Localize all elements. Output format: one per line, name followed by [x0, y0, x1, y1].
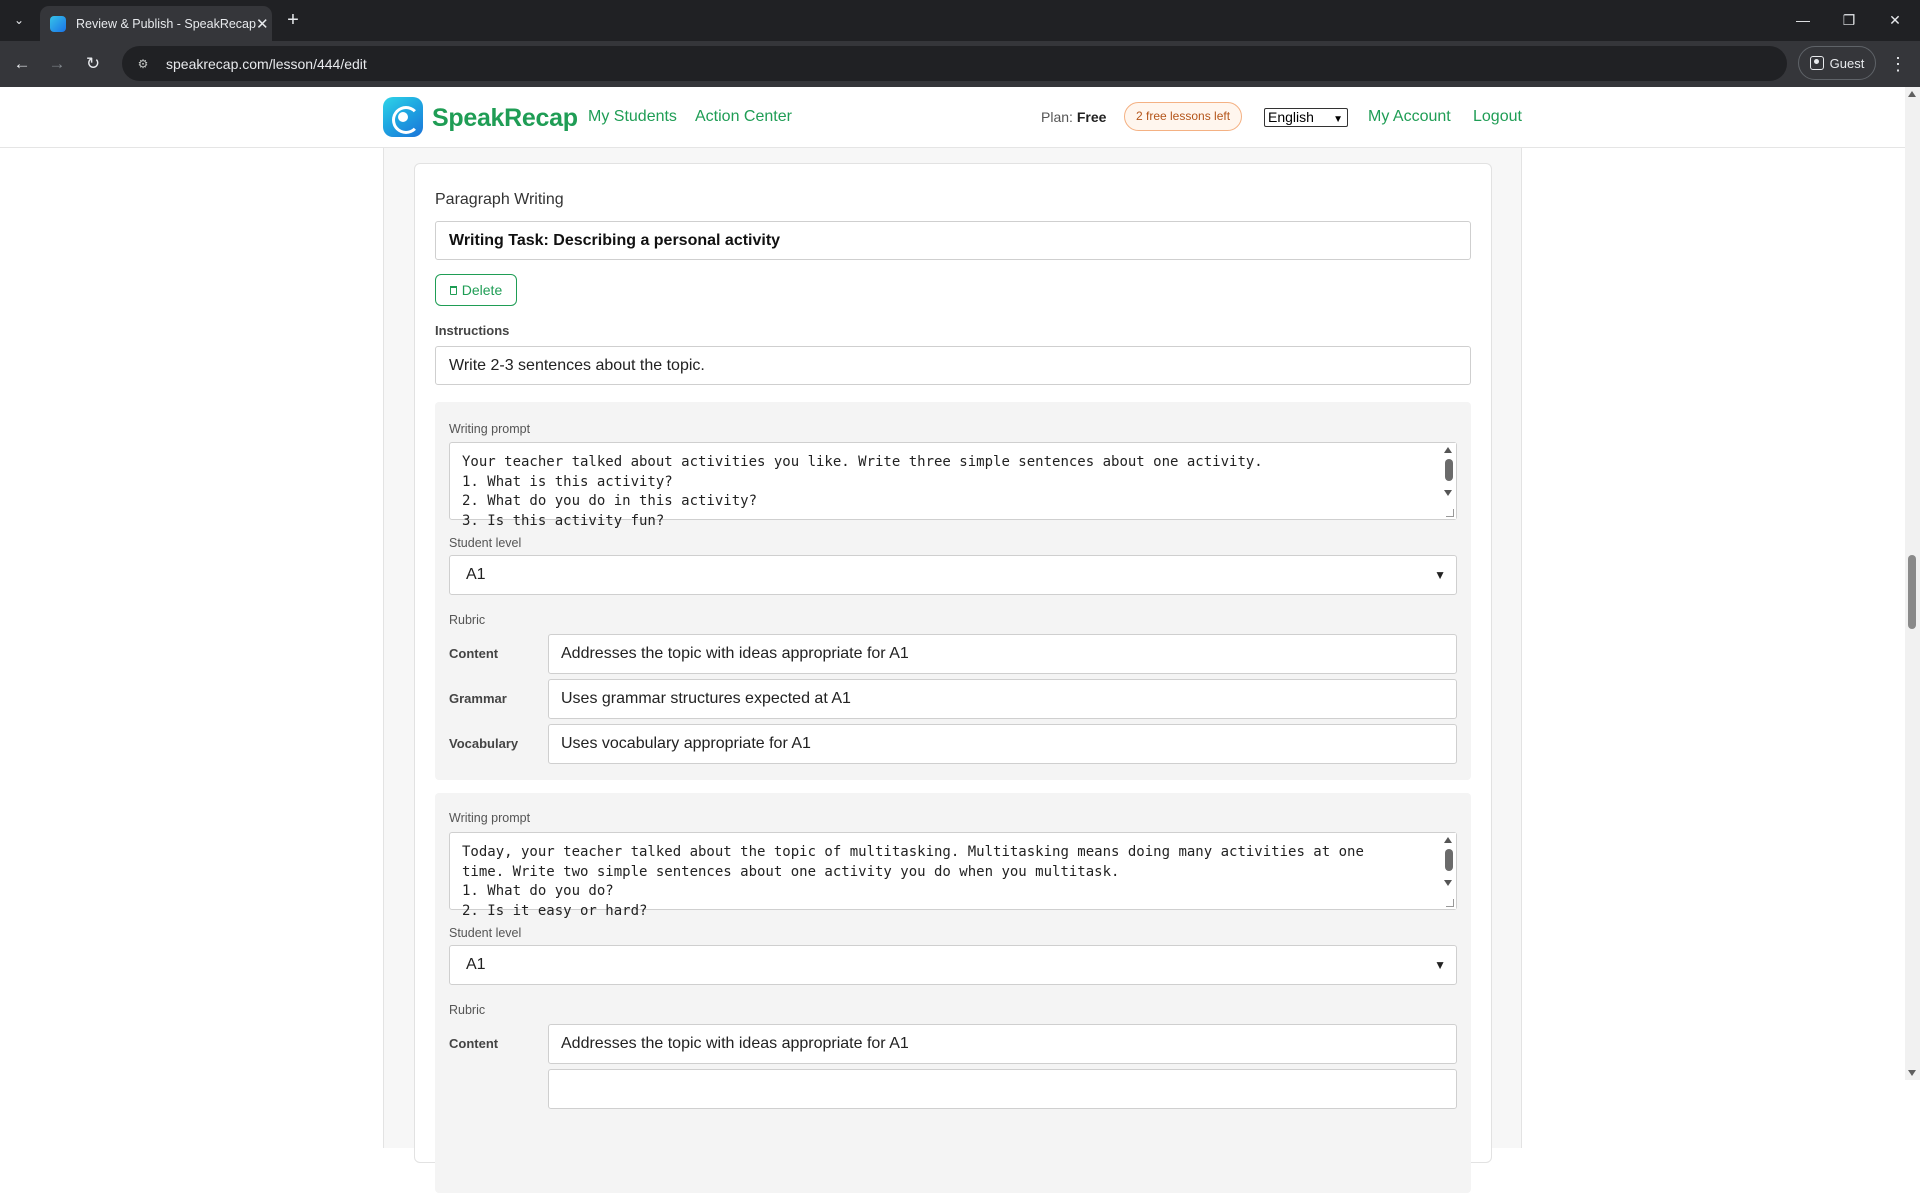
browser-tabstrip [0, 0, 1920, 41]
rubric-vocabulary-input[interactable]: Uses vocabulary appropriate for A1 [548, 724, 1457, 764]
writing-prompt-label: Writing prompt [449, 811, 531, 825]
browser-tab-active[interactable] [40, 6, 272, 41]
tab-title: Review & Publish - SpeakRecap [76, 16, 256, 31]
writing-prompt-textarea[interactable] [449, 442, 1457, 529]
rubric-content-input[interactable]: Addresses the topic with ideas appropriate for A1 [548, 1024, 1457, 1064]
rubric-label: Rubric [449, 613, 486, 627]
instructions-label: Instructions [435, 323, 510, 338]
profile-icon [1810, 56, 1824, 70]
nav-my-students[interactable]: My Students [588, 108, 677, 125]
rubric-content-label: Content [449, 646, 499, 661]
page-viewport [0, 87, 1905, 1080]
rubric-grammar-label: Grammar [449, 691, 507, 706]
language-value: English [1268, 109, 1314, 125]
forward-arrow-icon[interactable]: → [48, 54, 66, 73]
tab-search-chevron-icon[interactable]: ⌄ [13, 13, 25, 27]
plan-value: Free [1076, 109, 1107, 125]
favicon-icon [50, 16, 66, 32]
browser-menu-icon[interactable]: ⋮ [1889, 54, 1907, 74]
delete-label: Delete [461, 282, 503, 298]
delete-button[interactable] [435, 274, 517, 306]
student-level-select[interactable] [449, 555, 1457, 595]
scroll-down-icon[interactable] [1444, 490, 1452, 496]
scroll-down-icon[interactable] [1444, 880, 1452, 886]
url-text[interactable]: speakrecap.com/lesson/444/edit [166, 55, 367, 72]
chevron-down-icon: ▼ [1434, 568, 1446, 582]
back-arrow-icon[interactable]: ← [13, 54, 31, 73]
student-level-label: Student level [449, 926, 522, 940]
page-scroll-thumb[interactable] [1908, 555, 1916, 629]
instructions-input[interactable]: Write 2-3 sentences about the topic. [435, 346, 1471, 385]
chevron-down-icon: ▼ [1434, 958, 1446, 972]
reload-icon[interactable]: ↻ [85, 54, 101, 73]
task-title-input[interactable]: Writing Task: Describing a personal activity [435, 221, 1471, 260]
scroll-thumb[interactable] [1445, 459, 1453, 481]
rubric-content-input[interactable]: Addresses the topic with ideas appropriate for A1 [548, 634, 1457, 674]
student-level-select[interactable] [449, 945, 1457, 985]
writing-prompt-label: Writing prompt [449, 422, 531, 436]
profile-label: Guest [1829, 55, 1865, 71]
app-header [0, 87, 1905, 148]
scroll-down-icon[interactable] [1908, 1070, 1916, 1076]
close-window-icon[interactable]: ✕ [1889, 12, 1901, 28]
scroll-up-icon[interactable] [1908, 91, 1916, 97]
free-lessons-badge: 2 free lessons left [1124, 102, 1242, 131]
chevron-down-icon: ▼ [1333, 114, 1343, 125]
page-scrollbar[interactable] [1905, 87, 1920, 1080]
trash-icon [450, 286, 457, 295]
profile-button[interactable] [1798, 46, 1876, 80]
student-level-label: Student level [449, 536, 522, 550]
resize-handle-icon[interactable] [1446, 509, 1454, 517]
rubric-vocabulary-label: Vocabulary [449, 736, 519, 751]
writing-prompt-textarea[interactable] [449, 832, 1457, 919]
brand-name[interactable]: SpeakRecap [432, 104, 578, 132]
paragraph-writing-section [414, 163, 1492, 1163]
textarea-scrollbar[interactable] [1441, 833, 1456, 909]
language-select[interactable] [1264, 108, 1348, 127]
writing-prompt-block [435, 402, 1471, 780]
nav-logout[interactable]: Logout [1473, 108, 1522, 125]
address-bar[interactable] [122, 46, 1787, 81]
new-tab-plus-icon[interactable]: + [287, 9, 299, 31]
resize-handle-icon[interactable] [1446, 899, 1454, 907]
textarea-scrollbar[interactable] [1441, 443, 1456, 519]
nav-action-center[interactable]: Action Center [695, 108, 792, 125]
restore-icon[interactable]: ❐ [1842, 12, 1856, 28]
writing-prompt-text[interactable]: Today, your teacher talked about the topic of multitasking. Multitasking means doing many activities at one time. Write two simple sentences about one activity you do when you multitask. 1. What do you do? 2. Is it easy or hard? [462, 844, 1364, 919]
rubric-grammar-input[interactable] [548, 1069, 1457, 1109]
nav-my-account[interactable]: My Account [1368, 108, 1451, 125]
close-tab-icon[interactable]: ✕ [255, 15, 269, 33]
minimize-icon[interactable]: — [1796, 12, 1810, 28]
plan-label: Plan: [1041, 109, 1073, 125]
section-title: Paragraph Writing [435, 191, 564, 208]
scroll-thumb[interactable] [1445, 849, 1453, 871]
rubric-label: Rubric [449, 1003, 486, 1017]
rubric-content-label: Content [449, 1036, 499, 1051]
student-level-value: A1 [466, 566, 486, 583]
scroll-up-icon[interactable] [1444, 447, 1452, 453]
scroll-up-icon[interactable] [1444, 837, 1452, 843]
site-info-icon[interactable]: ⚙ [137, 56, 149, 71]
speakrecap-logo-icon[interactable] [383, 97, 423, 137]
writing-prompt-block [435, 793, 1471, 1193]
student-level-value: A1 [466, 956, 486, 973]
rubric-grammar-input[interactable]: Uses grammar structures expected at A1 [548, 679, 1457, 719]
plan-indicator [1041, 109, 1106, 125]
writing-prompt-text[interactable]: Your teacher talked about activities you like. Write three simple sentences about one activity. 1. What is this activity? 2. What do you do in this activity? 3. Is this activity fun? [462, 454, 1263, 529]
browser-toolbar [0, 41, 1920, 87]
